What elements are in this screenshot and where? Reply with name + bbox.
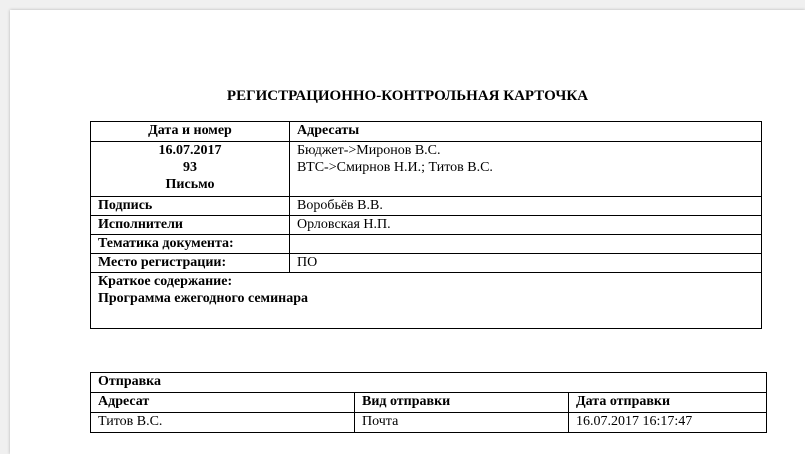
sending-addressee: Титов В.С.: [91, 413, 355, 433]
signature-label: Подпись: [91, 197, 290, 216]
registration-place-value: ПО: [290, 254, 762, 273]
summary-cell: [91, 273, 762, 329]
addressee-line: Бюджет->Миронов В.С.: [297, 143, 441, 158]
sending-col-addressee: Адресат: [91, 393, 355, 413]
sending-col-date: Дата отправки: [569, 393, 767, 413]
sending-method: Почта: [355, 413, 569, 433]
sending-title: Отправка: [91, 373, 767, 393]
sending-table: [90, 372, 767, 433]
sending-header-row: [91, 393, 767, 413]
summary-row: [91, 273, 762, 329]
card-main-row: [91, 142, 762, 197]
signature-value: Воробьёв В.В.: [290, 197, 762, 216]
sending-title-row: [91, 373, 767, 393]
registration-place-row: [91, 254, 762, 273]
table-row: [91, 413, 767, 433]
document-page: [10, 10, 805, 454]
card-header-row: [91, 122, 762, 142]
executors-row: [91, 216, 762, 235]
summary-value: Программа ежегодного семинара: [98, 291, 309, 306]
registration-date: 16.07.2017: [158, 143, 222, 158]
executors-label: Исполнители: [91, 216, 290, 235]
document-type: Письмо: [165, 177, 215, 192]
date-number-cell: [91, 142, 290, 197]
summary-label: Краткое содержание:: [98, 274, 233, 289]
topic-row: [91, 235, 762, 254]
addressees-header: Адресаты: [290, 122, 762, 142]
addressee-line: ВТС->Смирнов Н.И.; Титов В.С.: [297, 160, 493, 175]
executors-value: Орловская Н.П.: [290, 216, 762, 235]
sending-date: 16.07.2017 16:17:47: [569, 413, 767, 433]
sending-col-method: Вид отправки: [355, 393, 569, 413]
registration-card-table: [90, 121, 762, 329]
signature-row: [91, 197, 762, 216]
topic-value: [290, 235, 762, 254]
date-number-header: Дата и номер: [91, 122, 290, 142]
addressees-cell: [290, 142, 762, 197]
document-title: РЕГИСТРАЦИОННО-КОНТРОЛЬНАЯ КАРТОЧКА: [226, 88, 589, 104]
registration-number: 93: [183, 160, 197, 175]
topic-label: Тематика документа:: [91, 235, 290, 254]
registration-place-label: Место регистрации:: [91, 254, 290, 273]
